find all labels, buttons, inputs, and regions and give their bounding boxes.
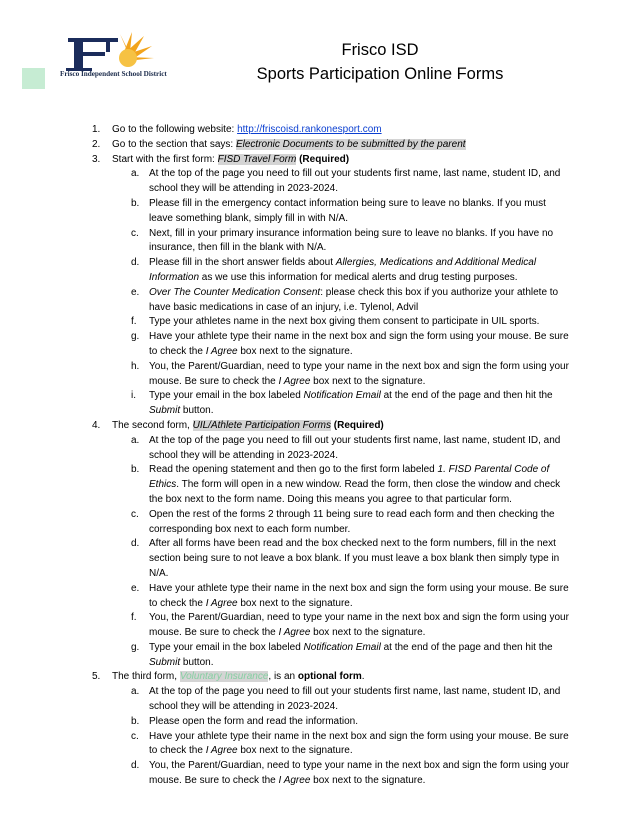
substeps-list bbox=[112, 685, 570, 789]
substep: f. You, the Parent/Guardian, need to type your name in the next box and sign the form using your mouse. Be sure to check the I Agree box next to the signature. bbox=[131, 612, 569, 639]
step-text: The third form, bbox=[112, 671, 180, 683]
step-number: 5. bbox=[92, 671, 101, 683]
logo-decoration bbox=[22, 68, 45, 89]
steps-list bbox=[92, 123, 570, 789]
step-4 bbox=[92, 419, 570, 671]
substep: e. Have your athlete type their name in the next box and sign the form using your mouse. Be sure to check the I Agree box next to the signature. bbox=[131, 582, 569, 609]
optional-label: optional form bbox=[297, 671, 362, 683]
substep: d. Please fill in the short answer fields about Allergies, Medications and Additional Medical Information as we use this information for medical alerts and drug testing purposes. bbox=[131, 257, 537, 283]
fisd-logo-mark-icon bbox=[62, 30, 162, 74]
form-name: FISD Travel Form bbox=[217, 153, 297, 165]
section-name: Electronic Documents to be submitted by the parent bbox=[235, 138, 466, 150]
substep: g. Have your athlete type their name in the next box and sign the form using your mouse. Be sure to check the I Agree box next to the signature. bbox=[131, 331, 569, 357]
form-name: UIL/Athlete Participation Forms bbox=[192, 419, 331, 431]
substep: e. Over The Counter Medication Consent: please check this box if you authorize your athlete to have basic medications in case of an injury, i.e. Tylenol, Advil bbox=[131, 286, 559, 313]
substep: g. Type your email in the box labeled Notification Email at the end of the page and then hit the Submit button. bbox=[131, 641, 553, 668]
website-link[interactable]: http://friscoisd.rankonesport.com bbox=[237, 124, 382, 135]
title-line-2: Sports Participation Online Forms bbox=[256, 65, 504, 83]
step-1 bbox=[92, 123, 570, 138]
substep: d. After all forms have been read and the box checked next to the form numbers, fill in the next section being sure to not leave a box blank. If you must leave a box blank then simply type in N/A. bbox=[131, 538, 560, 579]
required-label: (Required) bbox=[333, 419, 384, 431]
title-line-1: Frisco ISD bbox=[341, 41, 419, 59]
step-5: 5. The third form, Voluntary Insurance, is an optional form. a. At the top of the page you need to fill out your students first name, last name, student ID, and school they will be attending in 2023-2024. b. Please open the form and read the information. c. Have your athlete type their name in the next box and sign the form using your mouse. Be sure to check the I Agree box next to the signature. d. You, the Parent/Guardian, need to type your name in the next box and sign the form using your mouse. Be sure to check the I Agree box next to the signature. bbox=[92, 670, 570, 788]
fisd-logo bbox=[22, 30, 182, 92]
form-name: Voluntary Insurance bbox=[179, 671, 269, 683]
substep: b. Please fill in the emergency contact information being sure to leave no blanks. If you must leave something blank, simply fill in with N/A. bbox=[131, 197, 546, 224]
step-number: 3. bbox=[92, 153, 101, 165]
substep: c. Have your athlete type their name in the next box and sign the form using your mouse. Be sure to check the I Agree box next to the signature. bbox=[131, 730, 569, 757]
step-text: The second form, bbox=[112, 419, 193, 431]
step-number: 2. bbox=[92, 138, 101, 150]
substep: c. Next, fill in your primary insurance information being sure to leave no blanks. If you have no insurance, then fill in the blank with N/A. bbox=[131, 227, 554, 254]
substeps-list bbox=[112, 167, 570, 419]
substep: b. Please open the form and read the information. bbox=[131, 715, 359, 727]
step-number: 1. bbox=[92, 124, 101, 135]
substep: f. Type your athletes name in the next box giving them consent to participate in UIL sports. bbox=[131, 316, 540, 328]
step-text: Go to the following website: bbox=[112, 124, 238, 135]
page-title bbox=[180, 38, 580, 86]
substep: h. You, the Parent/Guardian, need to type your name in the next box and sign the form using your mouse. Be sure to check the I Agree box next to the signature. bbox=[131, 360, 569, 387]
substep: a. At the top of the page you need to fill out your students first name, last name, student ID, and school they will be attending in 2023-2024. bbox=[131, 168, 561, 195]
substep: b. Read the opening statement and then go to the first form labeled 1. FISD Parental Code of Ethics. The form will open in a new window. Read the form, then close the window and check the box next to the form name. Doing this means you agree to that particular form. bbox=[131, 464, 561, 505]
substep: d. You, the Parent/Guardian, need to type your name in the next box and sign the form using your mouse. Be sure to check the I Agree box next to the signature. bbox=[131, 760, 569, 787]
substep: i. Type your email in the box labeled Notification Email at the end of the page and then hit the Submit button. bbox=[131, 390, 553, 417]
substep: c. Open the rest of the forms 2 through 11 being sure to read each form and then checking the corresponding box next to each form number. bbox=[131, 508, 555, 535]
substeps-list bbox=[112, 434, 570, 671]
step-text: Start with the first form: bbox=[112, 153, 218, 165]
instructions bbox=[92, 123, 570, 789]
logo-text: Frisco Independent School District bbox=[60, 70, 167, 78]
substep: a. At the top of the page you need to fill out your students first name, last name, student ID, and school they will be attending in 2023-2024. bbox=[131, 686, 561, 713]
step-number: 4. bbox=[92, 419, 101, 431]
step-2 bbox=[92, 138, 570, 153]
required-label: (Required) bbox=[299, 153, 350, 165]
substep: a. At the top of the page you need to fill out your students first name, last name, student ID, and school they will be attending in 2023-2024. bbox=[131, 434, 561, 461]
step-text: Go to the section that says: bbox=[112, 138, 236, 150]
step-3 bbox=[92, 153, 570, 419]
